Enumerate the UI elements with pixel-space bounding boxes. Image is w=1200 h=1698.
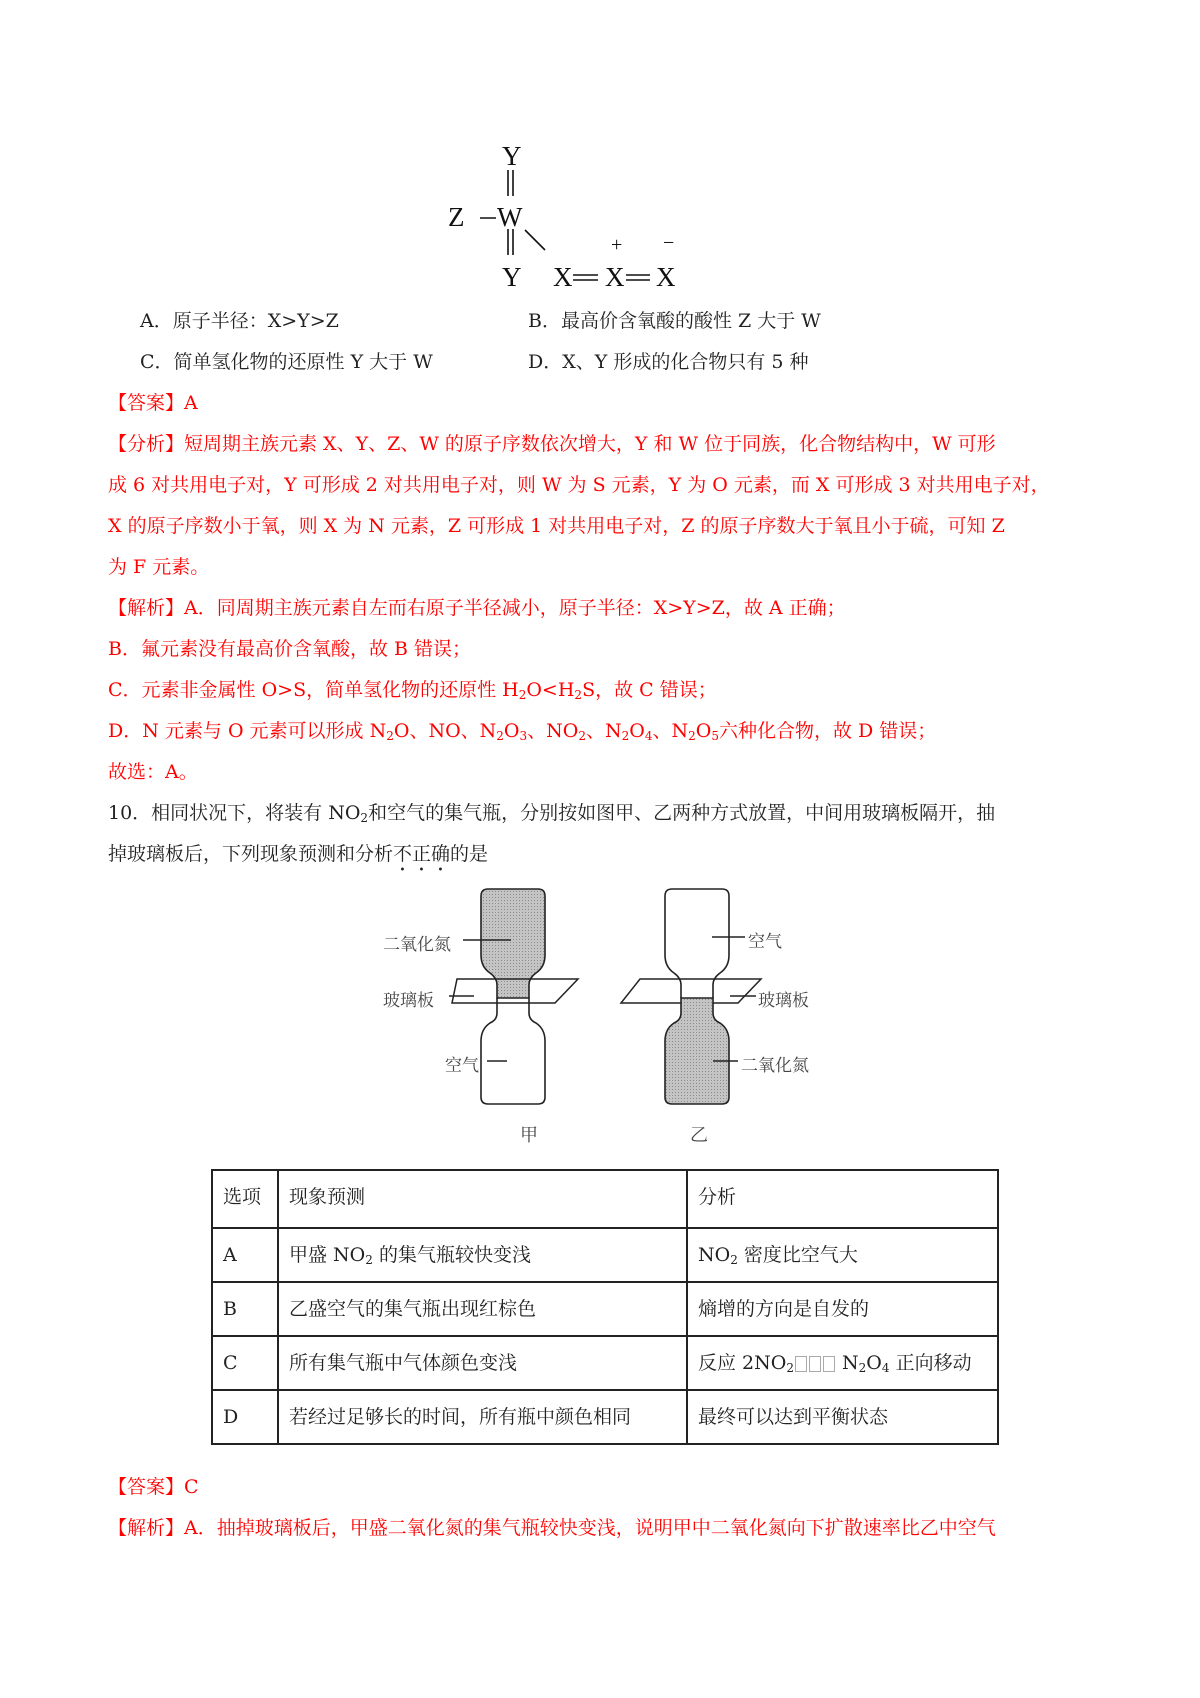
jar-yi-bottom xyxy=(665,998,729,1104)
cell-prediction: 乙盛空气的集气瓶出现红棕色 xyxy=(278,1282,687,1336)
explain-label: 【解析】 xyxy=(108,597,185,619)
option-a: A．原子半径：X>Y>Z xyxy=(140,310,339,332)
explain-a-text: A．同周期主族元素自左而右原子半径减小，原子半径：X>Y>Z，故 A 正确； xyxy=(184,597,846,619)
option-c: C．简单氢化物的还原性 Y 大于 W xyxy=(140,351,433,373)
q9-analysis-line-2: 成 6 对共用电子对，Y 可形成 2 对共用电子对，则 W 为 S 元素，Y 为 O 元素，而 X 可形成 3 对共用电子对， xyxy=(108,474,1050,496)
explain-c-post: S，故 C 错误； xyxy=(582,679,717,701)
stem-pre: 10．相同状况下，将装有 NO xyxy=(108,802,361,824)
atom-x-3: X xyxy=(656,262,676,292)
q10-answer: 【答案】C xyxy=(108,1476,199,1498)
q9-analysis-line-4: 为 F 元素。 xyxy=(108,556,210,578)
table-row xyxy=(212,1228,998,1282)
cell-prediction: 所有集气瓶中气体颜色变浅 xyxy=(278,1336,687,1390)
q9-explain-b: B．氟元素没有最高价含氧酸，故 B 错误； xyxy=(108,638,472,660)
text: N xyxy=(842,1352,859,1374)
cell-option: B xyxy=(212,1282,278,1336)
formula-part: O、NO、N xyxy=(393,720,497,742)
prediction-analysis-table xyxy=(211,1169,999,1445)
jar-yi-top xyxy=(665,889,729,998)
caption-jia: 甲 xyxy=(520,1125,538,1146)
explain-d-post: 六种化合物，故 D 错误； xyxy=(718,720,937,742)
text: 的集气瓶较快变浅 xyxy=(378,1244,531,1266)
atom-y-top: Y xyxy=(502,141,522,171)
table-row xyxy=(212,1282,998,1336)
q9-conclusion: 故选：A。 xyxy=(108,761,198,783)
cell-option: A xyxy=(212,1228,278,1282)
explain-c-pre: C．元素非金属性 O>S，简单氢化物的还原性 H xyxy=(108,679,519,701)
cell-prediction: 若经过足够长的时间，所有瓶中颜色相同 xyxy=(278,1390,687,1444)
table-row xyxy=(212,1336,998,1390)
stem-post: 的是 xyxy=(450,843,489,865)
q9-explain-c: C．元素非金属性 O>S，简单氢化物的还原性 $H_2O<H_2S$，故 C 错误； xyxy=(108,679,717,702)
jar-jia-top xyxy=(481,889,545,998)
label-no2-yi: 二氧化氮 xyxy=(741,1056,809,1076)
header-analysis: 分析 xyxy=(687,1170,998,1228)
q9-explain-d: D．N 元素与 O 元素可以形成 $N_2O$、NO、$N_2O_3$、$NO_2$、$N_2O_4$、$N_2O_5$六种化合物，故 D 错误； xyxy=(108,720,937,743)
option-d: D．X、Y 形成的化合物只有 5 种 xyxy=(528,351,809,373)
charge-plus: + xyxy=(611,234,623,256)
label-air-jia: 空气 xyxy=(445,1056,479,1076)
equilibrium-arrow-icon xyxy=(795,1356,807,1372)
q9-answer: 【答案】A xyxy=(108,392,198,414)
analysis-text: 短周期主族元素 X、Y、Z、W 的原子序数依次增大，Y 和 W 位于同族，化合物结构中，W 可形 xyxy=(184,433,996,455)
explain-c-mid: O<H xyxy=(526,679,575,701)
text: NO xyxy=(698,1244,731,1266)
formula-part: O xyxy=(503,720,520,742)
atom-x-1: X xyxy=(553,262,573,292)
label-plate-jia: 玻璃板 xyxy=(383,991,434,1011)
atom-w: W xyxy=(497,202,523,232)
label-no2-jia: 二氧化氮 xyxy=(383,935,451,955)
formula-part: 、NO xyxy=(527,720,579,742)
stem-post: 和空气的集气瓶，分别按如图甲、乙两种方式放置，中间用玻璃板隔开，抽 xyxy=(368,802,996,824)
q10-explain-line: 【解析】A．抽掉玻璃板后，甲盛二氧化氮的集气瓶较快变浅，说明甲中二氧化氮向下扩散速率比乙中空气 xyxy=(108,1517,996,1539)
table-header-row xyxy=(212,1170,998,1228)
text: 甲盛 NO xyxy=(289,1244,366,1266)
text: 反应 2NO xyxy=(698,1352,787,1374)
atom-z: Z xyxy=(448,202,465,232)
charge-minus: − xyxy=(663,232,675,254)
cell-prediction: 甲盛 $NO_2$ 的集气瓶较快变浅 xyxy=(278,1228,687,1282)
caption-yi: 乙 xyxy=(690,1125,708,1146)
label-plate-yi: 玻璃板 xyxy=(758,991,809,1011)
header-option: 选项 xyxy=(212,1170,278,1228)
formula-part: 、N xyxy=(585,720,622,742)
equilibrium-arrow-icon xyxy=(809,1356,821,1372)
emphasis-not-correct: 不正确 xyxy=(393,843,451,865)
header-prediction: 现象预测 xyxy=(278,1170,687,1228)
cell-analysis: 反应 $2NO_2$ $N_2O_4$ 正向移动 xyxy=(687,1336,998,1390)
cell-analysis: 最终可以达到平衡状态 xyxy=(687,1390,998,1444)
atom-x-2: X xyxy=(605,262,625,292)
q9-analysis-line-3: X 的原子序数小于氧，则 X 为 N 元素，Z 可形成 1 对共用电子对，Z 的原子序数大于氧且小于硫，可知 Z xyxy=(108,515,1005,537)
text: 正向移动 xyxy=(895,1352,972,1374)
cell-option: D xyxy=(212,1390,278,1444)
cell-analysis: 熵增的方向是自发的 xyxy=(687,1282,998,1336)
explain-d-pre: D．N 元素与 O 元素可以形成 N xyxy=(108,720,387,742)
formula-part: 、N xyxy=(652,720,689,742)
label-air-yi: 空气 xyxy=(748,932,782,952)
atom-y-bottom: Y xyxy=(502,262,522,292)
table-row xyxy=(212,1390,998,1444)
q10-stem-line-1: 10．相同状况下，将装有 $NO_2$和空气的集气瓶，分别按如图甲、乙两种方式放置，中间用玻璃板隔开，抽 xyxy=(108,802,996,825)
analysis-label: 【分析】 xyxy=(108,433,185,455)
option-b: B．最高价含氧酸的酸性 Z 大于 W xyxy=(528,310,821,332)
jar-jia-bottom xyxy=(481,998,545,1104)
formula-part: O xyxy=(629,720,645,742)
cell-analysis: $NO_2$ 密度比空气大 xyxy=(687,1228,998,1282)
cell-option: C xyxy=(212,1336,278,1390)
formula-part: O xyxy=(695,720,712,742)
text: 密度比空气大 xyxy=(743,1244,858,1266)
equilibrium-arrow-icon xyxy=(823,1356,835,1372)
stem-pre: 掉玻璃板后，下列现象预测和分析 xyxy=(108,843,394,865)
